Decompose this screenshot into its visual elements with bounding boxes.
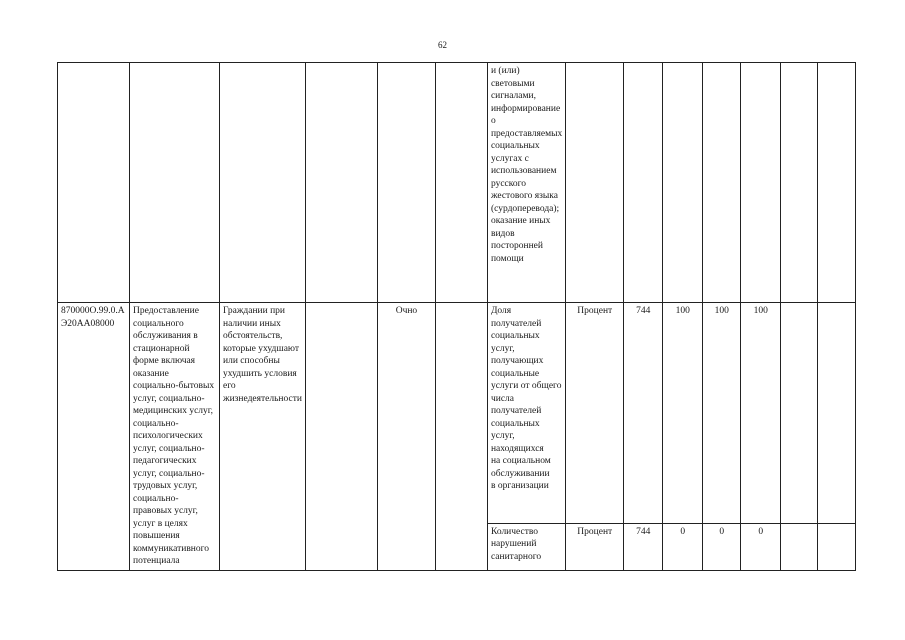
okei-cell — [624, 523, 663, 570]
value-cell-year3 — [741, 303, 781, 524]
indicator-name: и (или) световыми сигналами, информирование о предоставляемых социальных услугах с использованием русского жестового языка (сурдоперевода); оказание иных видов посторонней помощи — [490, 66, 563, 264]
okei-code: 744 — [636, 306, 651, 316]
service-form-cell — [377, 303, 435, 571]
unit-name: Процент — [577, 526, 613, 537]
service-form: Очно — [395, 306, 418, 316]
table-row-continuation — [58, 63, 856, 303]
value-year1: 0 — [680, 526, 686, 537]
page-number: 62 — [438, 40, 447, 50]
service-code-cell — [58, 303, 130, 571]
value-year1: 100 — [675, 306, 690, 316]
okei-cell — [624, 303, 663, 524]
service-content-cell — [130, 303, 220, 571]
unit-cell — [566, 523, 624, 570]
indicator-name: Количество нарушений санитарного — [490, 526, 542, 562]
indicator-name-cell — [487, 303, 565, 524]
service-indicators-table — [57, 62, 856, 571]
unit-cell — [566, 303, 624, 524]
service-code: 870000О.99.0.АЭ20АА08000 — [61, 306, 125, 329]
value-cell-year2 — [703, 303, 741, 524]
indicator-name-cell — [487, 523, 565, 570]
table-row-service — [58, 303, 856, 524]
value-cell-year1 — [663, 303, 703, 524]
value-cell-year3 — [741, 523, 781, 570]
value-year2: 0 — [719, 526, 725, 537]
recipient-category: Граждании при наличии иных обстоятельств, которые ухудшают или способны ухудшить условия его жизнедеятельности — [223, 306, 302, 404]
indicator-name-cell — [487, 63, 565, 303]
unit-name: Процент — [577, 306, 613, 316]
value-year3: 100 — [753, 306, 768, 316]
indicator-name: Доля получателей социальных услуг, получающих социальные услуги от общего числа получателей социальных услуг, находящихся на социальном обслуживании в организации — [490, 306, 562, 491]
value-year3: 0 — [758, 526, 764, 537]
recipient-category-cell — [220, 303, 306, 571]
value-year2: 100 — [714, 306, 729, 316]
okei-code: 744 — [636, 526, 651, 537]
service-content: Предоставление социального обслуживания в стационарной форме включая оказание социально-бытовых услуг, социально-медицинских услуг, социально-психологических услуг, социально-педагогических услуг, социально-трудовых услуг, социально-правовых услуг, услуг в целях повышения коммуникативного потенциала — [133, 306, 215, 566]
value-cell-year1 — [663, 523, 703, 570]
value-cell-year2 — [703, 523, 741, 570]
